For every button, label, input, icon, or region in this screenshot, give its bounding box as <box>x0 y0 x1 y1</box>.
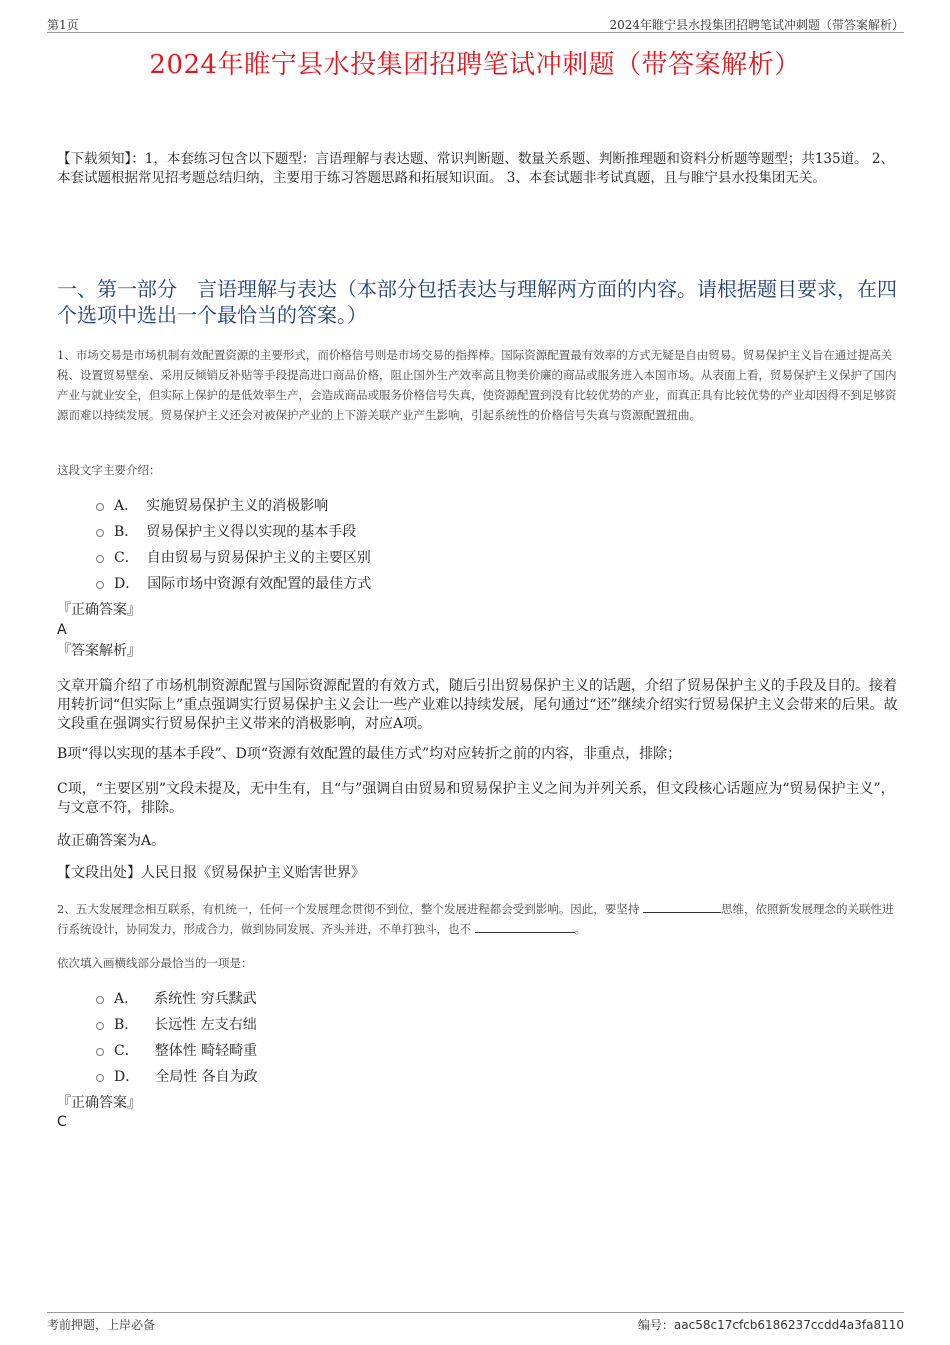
question-2-options <box>96 985 258 1089</box>
question-1-answer: A <box>57 622 67 638</box>
question-2-text: 2、五大发展理念相互联系，有机统一，任何一个发展理念贯彻不到位，整个发展进程都会受到影响。因此，要坚持 思维，依照新发展理念的关联性进行系统设计，协同发力，形成合力，做到协同发展、齐头并进，不单打独斗，也不 。 <box>57 902 894 936</box>
radio-icon[interactable] <box>96 996 104 1004</box>
radio-icon[interactable] <box>96 1048 104 1056</box>
fill-blank-2[interactable] <box>475 920 575 933</box>
question-1-option-c[interactable]: C． 自由贸易与贸易保护主义的主要区别 <box>96 544 371 570</box>
document-title: 2024年睢宁县水投集团招聘笔试冲刺题（带答案解析） <box>149 50 801 80</box>
page-header <box>47 14 904 33</box>
question-1-answer-label: 『正确答案』 <box>57 602 141 618</box>
header-doc-title: 2024年睢宁县水投集团招聘笔试冲刺题（带答案解析） <box>609 18 904 32</box>
question-1-option-d[interactable]: D． 国际市场中资源有效配置的最佳方式 <box>96 570 371 596</box>
radio-icon[interactable] <box>96 581 104 589</box>
footer-slogan: 考前押题，上岸必备 <box>47 1318 156 1332</box>
question-1-text: 1、市场交易是市场机制有效配置资源的主要形式，而价格信号则是市场交易的指挥棒。国际资源配置最有效率的方式无疑是自由贸易。贸易保护主义旨在通过提高关税、设置贸易壁垒、采用反倾销反补贴等手段提高进口商品价格，阻止国外生产效率高且物美价廉的商品或服务进入本国市场。从表面上看，贸易保护主义保护了国内产业与就业安全，但实际上保护的是低效率生产，会造成商品或服务价格信号失真，使资源配置到没有比较优势的产业，而真正具有比较优势的产业却因得不到足够资源而难以持续发展。贸易保护主义还会对被保护产业的上下游关联产业产生影响，引起系统性的价格信号失真与资源配置扭曲。 <box>57 348 897 422</box>
page-footer <box>47 1312 904 1333</box>
radio-icon[interactable] <box>96 1074 104 1082</box>
question-2-option-d[interactable]: D． 全局性 各自为政 <box>96 1063 258 1089</box>
question-2-option-b[interactable]: B． 长远性 左支右绌 <box>96 1011 258 1037</box>
question-2-option-a[interactable]: A． 系统性 穷兵黩武 <box>96 985 258 1011</box>
question-2-answer-label: 『正确答案』 <box>57 1095 141 1111</box>
radio-icon[interactable] <box>96 1022 104 1030</box>
question-2-answer: C <box>57 1114 67 1130</box>
question-1-analysis-label: 『答案解析』 <box>57 643 141 659</box>
radio-icon[interactable] <box>96 529 104 537</box>
question-1-source: 【文段出处】人民日报《贸易保护主义贻害世界》 <box>57 865 365 881</box>
document-code: aac58c17cfcb6186237ccdd4a3fa8110 <box>673 1318 904 1332</box>
question-1-option-a[interactable]: A． 实施贸易保护主义的消极影响 <box>96 492 371 518</box>
radio-icon[interactable] <box>96 555 104 563</box>
question-1-analysis-paragraph: 故正确答案为A。 <box>57 833 166 849</box>
question-1-option-b[interactable]: B． 贸易保护主义得以实现的基本手段 <box>96 518 371 544</box>
section-title: 一、第一部分 言语理解与表达（本部分包括表达与理解两方面的内容。请根据题目要求，在四个选项中选出一个最恰当的答案。） <box>57 277 897 327</box>
question-1-options <box>96 492 371 596</box>
question-1-analysis-paragraph: 文章开篇介绍了市场机制资源配置与国际资源配置的有效方式，随后引出贸易保护主义的话题，介绍了贸易保护主义的手段及目的。接着用转折词“但实际上”重点强调实行贸易保护主义会让一些产业难以持续发展，尾句通过“还”继续介绍实行贸易保护主义会带来的后果。故文段重在强调实行贸易保护主义带来的消极影响，对应A项。 <box>57 678 898 732</box>
radio-icon[interactable] <box>96 503 104 511</box>
footer-code: 编号：aac58c17cfcb6186237ccdd4a3fa8110 <box>637 1318 904 1332</box>
question-2-prompt: 依次填入画横线部分最恰当的一项是： <box>57 956 253 970</box>
question-2-option-c[interactable]: C． 整体性 畸轻畸重 <box>96 1037 258 1063</box>
fill-blank-1[interactable] <box>643 900 721 913</box>
question-1-analysis-paragraph: B项“得以实现的基本手段”、D项“资源有效配置的最佳方式”均对应转折之前的内容，非重点，排除； <box>57 746 682 762</box>
page-number: 第1页 <box>47 18 79 32</box>
question-1-prompt: 这段文字主要介绍： <box>57 463 161 477</box>
download-notice: 【下载须知】：1，本套练习包含以下题型：言语理解与表达题、常识判断题、数量关系题、判断推理题和资料分析题等题型；共135道。 2、本套试题根据常见招考题总结归纳，主要用于练习答题思路和拓展知识面。 3、本套试题非考试真题，且与睢宁县水投集团无关。 <box>57 151 894 186</box>
question-1-analysis-paragraph: C项，“主要区别”文段未提及，无中生有，且“与”强调自由贸易和贸易保护主义之间为并列关系，但文段核心话题应为“贸易保护主义”，与文意不符，排除。 <box>57 781 895 816</box>
